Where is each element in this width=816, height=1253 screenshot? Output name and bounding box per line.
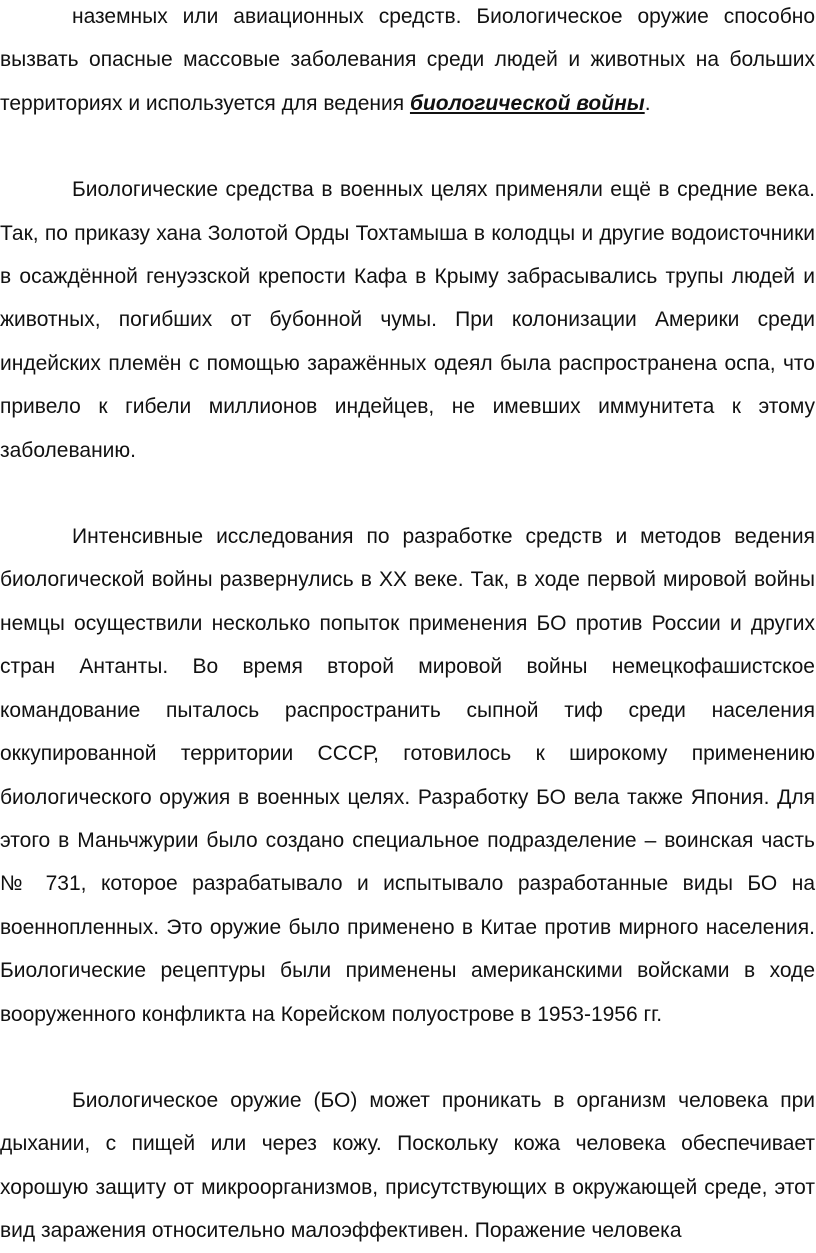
paragraph-spacer <box>0 472 815 515</box>
paragraph-spacer <box>0 125 815 168</box>
paragraph-middle-ages-history: Биологические средства в военных целях применяли ещё в средние века. Так, по приказу хана Золотой Орды Тохтамыша в колодцы и другие водоисточники в осаждённой генуэзской крепости Кафа в Крыму забрасывались трупы людей и животных, погибших от бубонной чумы. При колонизации Америки среди индейских племён с помощью заражённых одеял была распространена оспа, что привело к гибели миллионов индейцев, не имевших иммунитета к этому заболеванию. <box>0 178 815 462</box>
paragraph-infection-routes: Биологическое оружие (БО) может проникать в организм человека при дыхании, с пищей или через кожу. Поскольку кожа человека обеспечивает хорошую защиту от микроорганизмов, присутствующих в окружающей среде, этот вид заражения относительно малоэффективен. Поражение человека <box>0 1088 815 1243</box>
paragraph-spacer <box>0 1036 815 1079</box>
paragraph-biological-weapon-definition <box>0 0 815 125</box>
biological-war-term-link[interactable]: биологической войны <box>409 91 645 115</box>
paragraph-twentieth-century-history: Интенсивные исследования по разработке средств и методов ведения биологической войны развернулись в XX веке. Так, в ходе первой мировой войны немцы осуществили несколько попыток применения БО против России и других стран Антанты. Во время второй мировой войны немецкофашистское командование пыталось распространить сыпной тиф среди населения оккупированной территории СССР, готовилось к широкому применению биологического оружия в военных целях. Разработку БО вела также Япония. Для этого в Маньчжурии было создано специальное подразделение – воинская часть № 731, которое разрабатывало и испытывало разработанные виды БО на военнопленных. Это оружие было применено в Китае против мирного населения. Биологические рецептуры были применены американскими войсками в ходе вооруженного конфликта на Корейском полуострове в 1953-1956 гг. <box>0 525 815 1026</box>
paragraph-1-text-after: . <box>644 91 651 115</box>
paragraph-1-text-before: наземных или авиационных средств. Биологическое оружие способно вызвать опасные массовые заболевания среди людей и животных на больших территориях и используется для ведения <box>0 5 815 115</box>
